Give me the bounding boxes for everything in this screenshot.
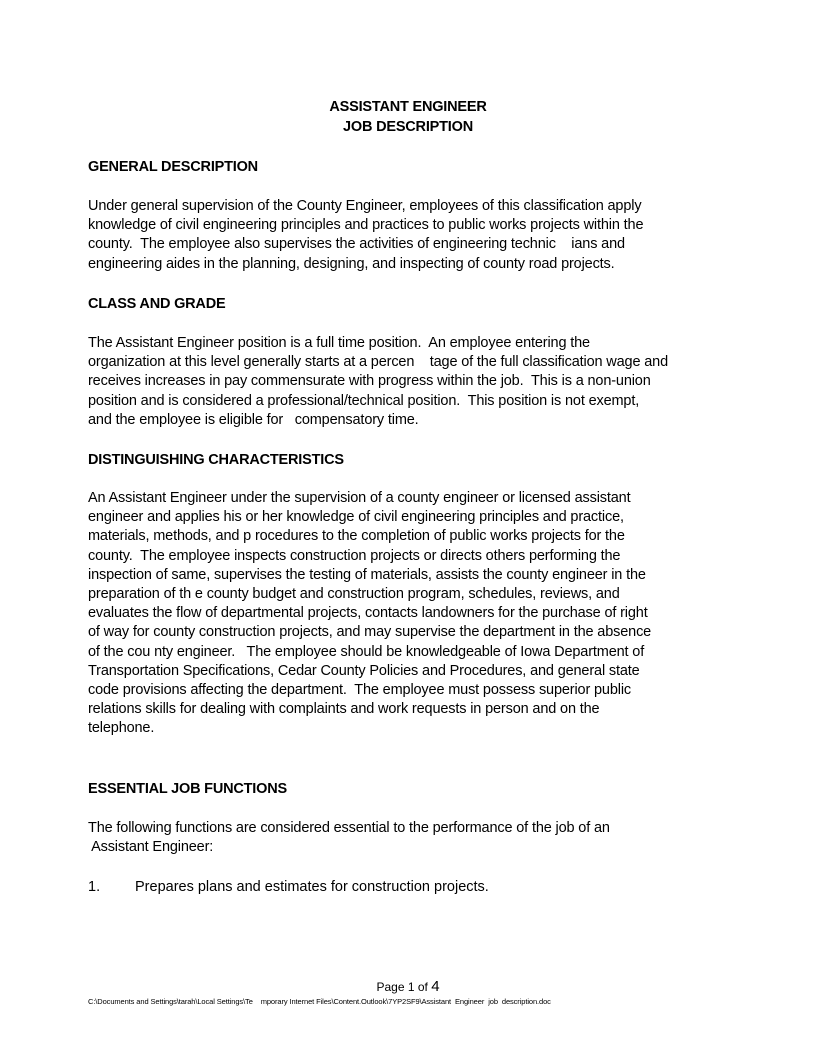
text-line: relations skills for dealing with complaints and work requests in person and on the — [88, 701, 600, 718]
text-line: position and is considered a professional/technical position. This position is not exempt, — [88, 392, 640, 409]
text-line: knowledge of civil engineering principles and practices to public works projects within the — [88, 217, 644, 234]
text-line: The following functions are considered essential to the performance of the job of an — [88, 820, 610, 836]
text-line: county. The employee also supervises the activities of engineering technic ians and — [88, 236, 625, 253]
section-heading-general-description: GENERAL DESCRIPTION — [88, 159, 258, 175]
text-line: inspection of same, supervises the testing of materials, assists the county engineer in the — [88, 566, 646, 583]
list-item-text: Prepares plans and estimates for construction projects. — [135, 879, 489, 895]
text-line: materials, methods, and p rocedures to the completion of public works projects for the — [88, 528, 625, 545]
text-line: organization at this level generally starts at a percen tage of the full classification wage and — [88, 354, 668, 371]
text-line: Transportation Specifications, Cedar County Policies and Procedures, and general state — [88, 662, 640, 679]
document-title: ASSISTANT ENGINEER — [329, 99, 487, 115]
section-body-distinguishing-characteristics — [88, 489, 748, 739]
page-label: Page 1 of — [376, 980, 432, 994]
document-subtitle: JOB DESCRIPTION — [343, 119, 473, 135]
text-line: engineering aides in the planning, designing, and inspecting of county road projects. — [88, 255, 615, 272]
text-line: preparation of th e county budget and construction program, schedules, reviews, and — [88, 586, 620, 603]
text-line: of the cou nty engineer. The employee should be knowledgeable of Iowa Department of — [88, 643, 645, 660]
text-line: telephone. — [88, 720, 155, 737]
text-line: evaluates the flow of departmental projects, contacts landowners for the purchase of right — [88, 605, 648, 622]
text-line: engineer and applies his or her knowledge of civil engineering principles and practice, — [88, 509, 624, 526]
list-item-number: 1. — [88, 879, 101, 895]
section-body-essential-job-functions — [88, 819, 748, 857]
text-line: of way for county construction projects, and may supervise the department in the absence — [88, 624, 652, 641]
text-line: Under general supervision of the County Engineer, employees of this classification apply — [88, 198, 642, 214]
page-number — [0, 978, 816, 996]
text-line: and the employee is eligible for compensatory time. — [88, 411, 419, 428]
text-line: Assistant Engineer: — [88, 839, 214, 856]
text-line: The Assistant Engineer position is a full time position. An employee entering the — [88, 335, 590, 351]
section-heading-class-and-grade: CLASS AND GRADE — [88, 296, 226, 312]
section-body-general-description — [88, 197, 748, 274]
section-body-class-and-grade — [88, 334, 748, 430]
text-line: code provisions affecting the department. The employee must possess superior public — [88, 682, 632, 699]
section-heading-essential-job-functions: ESSENTIAL JOB FUNCTIONS — [88, 781, 287, 797]
section-heading-distinguishing-characteristics: DISTINGUISHING CHARACTERISTICS — [88, 452, 344, 468]
text-line: receives increases in pay commensurate with progress within the job. This is a non-union — [88, 373, 651, 390]
footer-file-path: C:\Documents and Settings\tarah\Local Settings\Te mporary Internet Files\Content.Outlook\7YP2SF9\Assistant Engineer job description.doc — [88, 997, 551, 1006]
page-total: 4 — [431, 978, 440, 995]
text-line: An Assistant Engineer under the supervision of a county engineer or licensed assistant — [88, 490, 631, 506]
text-line: county. The employee inspects construction projects or directs others performing the — [88, 547, 621, 564]
